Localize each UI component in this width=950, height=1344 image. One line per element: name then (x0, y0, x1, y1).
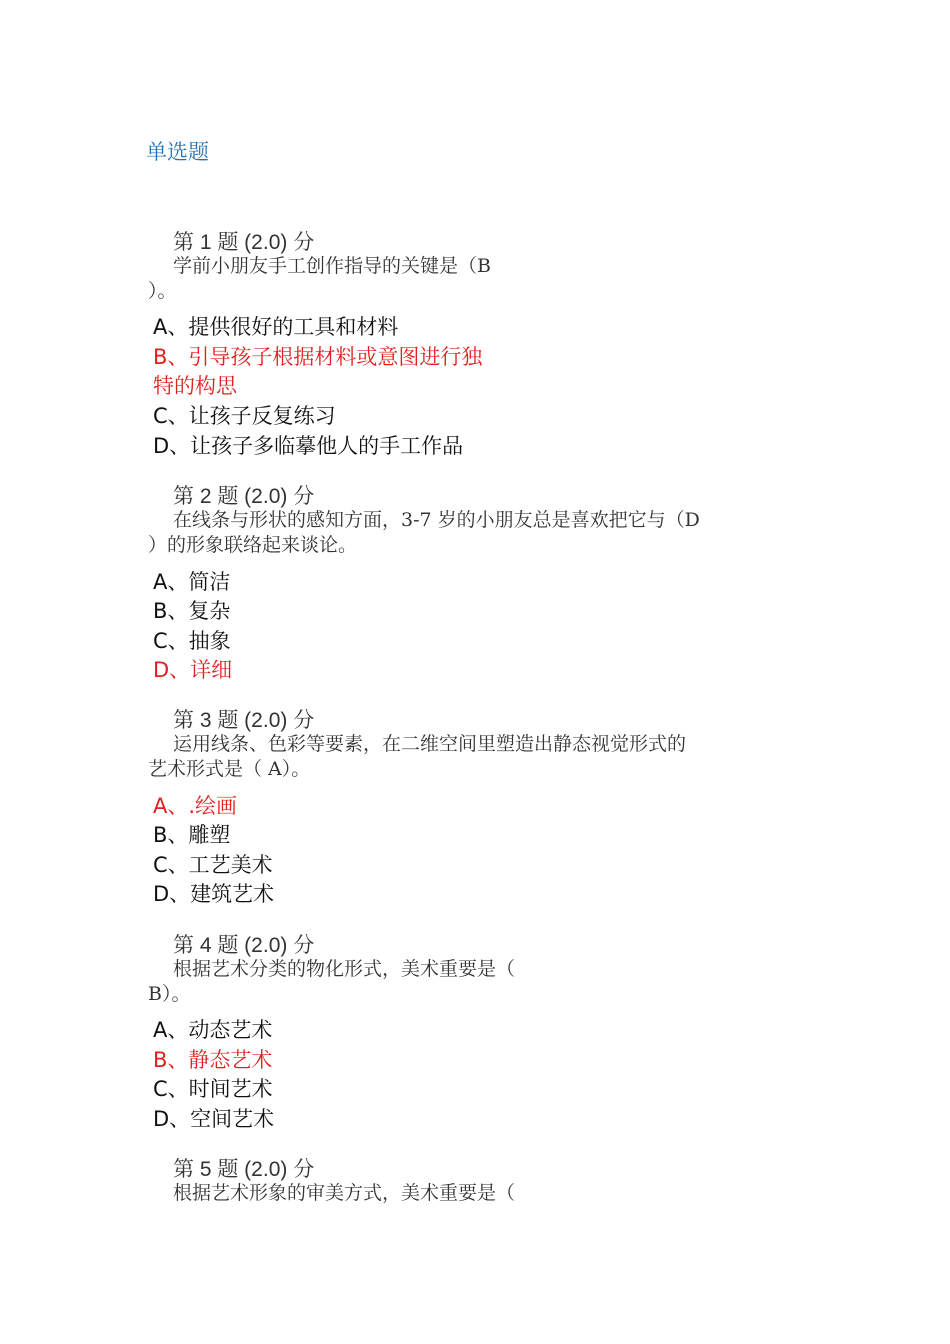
question-2-option-a: A、简洁 (153, 570, 231, 594)
question-5-text-line1: 根据艺术形象的审美方式，美术重要是（ (173, 1182, 516, 1204)
question-2-option-d: D、详细 (153, 658, 233, 682)
question-1-text (148, 254, 788, 304)
section-title: 单选题 (146, 140, 209, 164)
question-2-option-b: B、复杂 (153, 599, 231, 623)
question-1-option-c: C、让孩子反复练习 (153, 404, 336, 428)
question-4-option-c: C、时间艺术 (153, 1077, 273, 1101)
question-3-text-line2: 艺术形式是（ A）。 (148, 758, 311, 780)
question-2-option-c: C、抽象 (153, 629, 231, 653)
question-4-text-line2: B）。 (148, 983, 191, 1005)
question-5-text (148, 1181, 788, 1206)
question-5-header: 第 5 题 (2.0) 分 (173, 1158, 315, 1181)
question-3-option-d: D、建筑艺术 (153, 882, 275, 906)
question-1-option-a: A、提供很好的工具和材料 (153, 315, 399, 339)
question-4-text-line1: 根据艺术分类的物化形式，美术重要是（ (173, 958, 516, 980)
question-2-text (148, 508, 788, 558)
question-4-option-d: D、空间艺术 (153, 1107, 275, 1131)
question-4-option-a: A、动态艺术 (153, 1018, 273, 1042)
question-1-option-b-continued: 特的构思 (153, 374, 237, 398)
question-4-option-b: B、静态艺术 (153, 1048, 273, 1072)
question-2-header: 第 2 题 (2.0) 分 (173, 485, 315, 508)
question-2-text-line2: ）的形象联络起来谈论。 (148, 534, 358, 556)
question-3-option-b: B、雕塑 (153, 823, 231, 847)
question-4-text (148, 957, 788, 1007)
question-1-option-b: B、引导孩子根据材料或意图进行独 (153, 345, 483, 369)
question-1-option-d: D、让孩子多临摹他人的手工作品 (153, 434, 464, 458)
question-4-header: 第 4 题 (2.0) 分 (173, 934, 315, 957)
question-3-option-c: C、工艺美术 (153, 853, 273, 877)
question-1-header: 第 1 题 (2.0) 分 (173, 231, 315, 254)
question-1-text-line1: 学前小朋友手工创作指导的关键是（B (173, 255, 491, 277)
question-1-text-line2: ）。 (148, 280, 177, 302)
question-2-text-line1: 在线条与形状的感知方面，3-7 岁的小朋友总是喜欢把它与（D (173, 509, 700, 531)
question-3-option-a: A、.绘画 (153, 794, 238, 818)
question-3-text (148, 732, 788, 782)
question-3-header: 第 3 题 (2.0) 分 (173, 709, 315, 732)
question-3-text-line1: 运用线条、色彩等要素，在二维空间里塑造出静态视觉形式的 (173, 733, 687, 755)
